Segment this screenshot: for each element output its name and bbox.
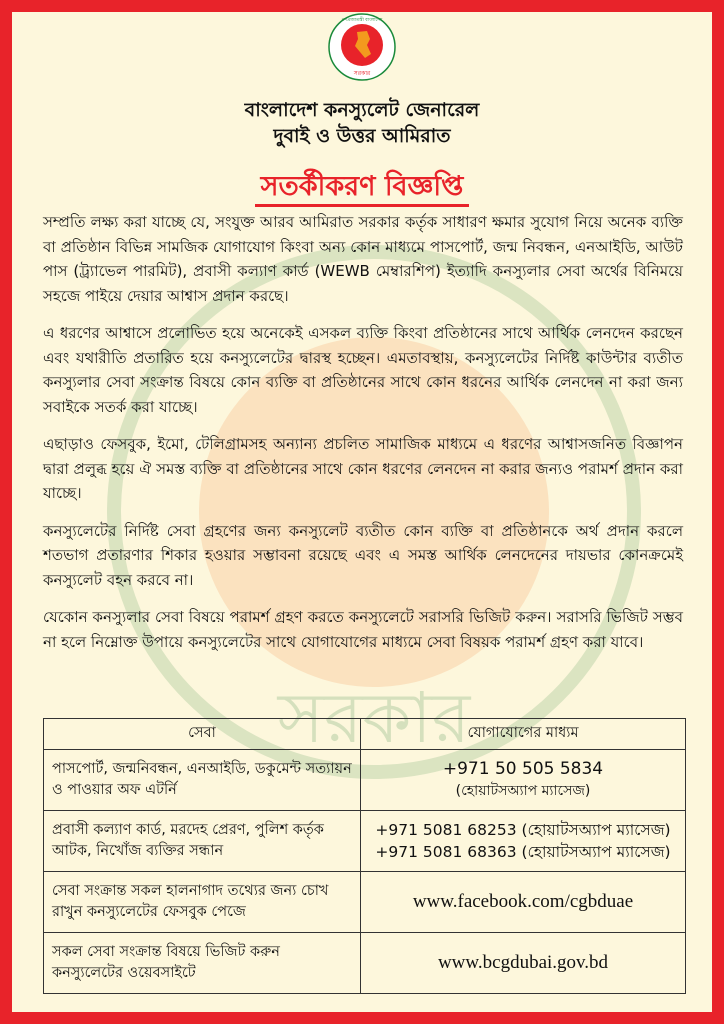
phone-number[interactable]: +971 50 505 5834 bbox=[442, 759, 604, 779]
paragraph: যেকোন কনস্যুলার সেবা বিষয়ে পরামর্শ গ্রহণ করতে কনস্যুলেটে সরাসরি ভিজিট করুন। সরাসরি ভিজিট সম্ভব না হলে নিম্নোক্ত উপায়ে কনস্যুলেটের সাথে যোগাযোগের মাধ্যমে সেবা বিষয়ক পরামর্শ গ্রহণ করা যাবে। bbox=[43, 608, 683, 651]
website-link[interactable]: www.bcgdubai.gov.bd bbox=[361, 933, 686, 994]
header-contact: যোগাযোগের মাধ্যম bbox=[361, 719, 686, 750]
table-row bbox=[44, 872, 686, 933]
facebook-link[interactable]: www.facebook.com/cgbduae bbox=[361, 872, 686, 933]
contact-table bbox=[43, 718, 686, 994]
paragraph: এ ধরণের আশ্বাসে প্রলোভিত হয়ে অনেকেই এসকল ব্যক্তি কিংবা প্রতিষ্ঠানের সাথে আর্থিক লেনদেন করছেন এবং যথারীতি প্রতারিত হয়ে কনস্যুলেটের দ্বারস্থ হচ্ছেন। এমতাবস্থায়, কনস্যুলেটের নির্দিষ্ট কাউন্টার ব্যতীত কনস্যুলার সেবা সংক্রান্ত বিষয়ে কোন ব্যক্তি বা প্রতিষ্ঠানের সাথে কোন ধরনের আর্থিক লেনদেন না করা জন্য সবাইকে সতর্ক করা যাচ্ছে। bbox=[43, 324, 683, 416]
title-underline bbox=[255, 204, 469, 207]
whatsapp-note: (হোয়াটসঅ্যাপ ম্যাসেজ) bbox=[455, 783, 591, 799]
paragraph: এছাড়াও ফেসবুক, ইমো, টেলিগ্রামসহ অন্যান্য প্রচলিত সামাজিক মাধ্যমে এ ধরণের আশ্বাসজনিত বিজ্ঞাপন দ্বারা প্রলুব্ধ হয়ে ঐ সমস্ত ব্যক্তি বা প্রতিষ্ঠানের সাথে কোন ধরণের লেনদেন না করার জন্যও পরামর্শ প্রদান করা যাচ্ছে। bbox=[43, 435, 683, 502]
paragraph: সম্প্রতি লক্ষ্য করা যাচ্ছে যে, সংযুক্ত আরব আমিরাত সরকার কর্তৃক সাধারণ ক্ষমার সুযোগ নিয়ে অনেক ব্যক্তি বা প্রতিষ্ঠান বিভিন্ন সামজিক যোগাযোগ কিংবা অন্য কোন মাধ্যমে পাসপোর্ট, জন্ম নিবন্ধন, এনআইডি, আউট পাস (ট্র্যাভেল পারমিট), প্রবাসী কল্যাণ কার্ড (WEWB মেম্বারশিপ) ইত্যাদি কনস্যুলার সেবা অর্থের বিনিময়ে সহজে পাইয়ে দেয়ার আশ্বাস প্রদান করছে। bbox=[43, 213, 683, 305]
consulate-location: দুবাই ও উত্তর আমিরাত bbox=[273, 125, 451, 147]
table-row bbox=[44, 811, 686, 872]
paragraph: কনস্যুলেটের নির্দিষ্ট সেবা গ্রহণের জন্য কনস্যুলেট ব্যতীত কোন ব্যক্তি বা প্রতিষ্ঠানকে অর্থ প্রদান করলে শতভাগ প্রতারণার শিকার হওয়ার সম্ভাবনা রয়েছে এবং এ সমস্ত আর্থিক লেনদেনের দায়ভার কোনক্রমেই কনস্যুলেট বহন করবে না। bbox=[43, 521, 683, 589]
service-cell: সেবা সংক্রান্ত সকল হালনাগাদ তথ্যের জন্য চোখ রাখুন কনস্যুলেটের ফেসবুক পেজে bbox=[44, 872, 361, 933]
table-row bbox=[44, 933, 686, 994]
phone-number[interactable]: +971 5081 68253 (হোয়াটসঅ্যাপ ম্যাসেজ) bbox=[375, 821, 671, 839]
service-cell: প্রবাসী কল্যাণ কার্ড, মরদেহ প্রেরণ, পুলিশ কর্তৃক আটক, নিখোঁজ ব্যক্তির সন্ধান bbox=[44, 811, 361, 872]
service-cell: সকল সেবা সংক্রান্ত বিষয়ে ভিজিট করুন কনস্যুলেটের ওয়েবসাইটে bbox=[44, 933, 361, 994]
table-row bbox=[44, 750, 686, 811]
seal-top-text: গণপ্রজাতন্ত্রী বাংলাদেশ bbox=[341, 18, 383, 23]
table-header-row bbox=[44, 719, 686, 750]
header-service: সেবা bbox=[44, 719, 361, 750]
notice-body bbox=[43, 210, 683, 667]
service-cell: পাসপোর্ট, জন্মনিবন্ধন, এনআইডি, ডকুমেন্ট সত্যায়ন ও পাওয়ার অফ এটর্নি bbox=[44, 750, 361, 811]
notice-title: সতর্কীকরণ বিজ্ঞপ্তি bbox=[260, 171, 464, 202]
consulate-name: বাংলাদেশ কনস্যুলেট জেনারেল bbox=[244, 99, 480, 121]
phone-number[interactable]: +971 5081 68363 (হোয়াটসঅ্যাপ ম্যাসেজ) bbox=[375, 843, 671, 861]
government-seal-logo bbox=[327, 12, 397, 82]
contact-cell bbox=[361, 811, 686, 872]
seal-bottom-text: সরকার bbox=[353, 70, 371, 77]
watermark-text: সরকার bbox=[277, 677, 471, 759]
contact-cell bbox=[361, 750, 686, 811]
